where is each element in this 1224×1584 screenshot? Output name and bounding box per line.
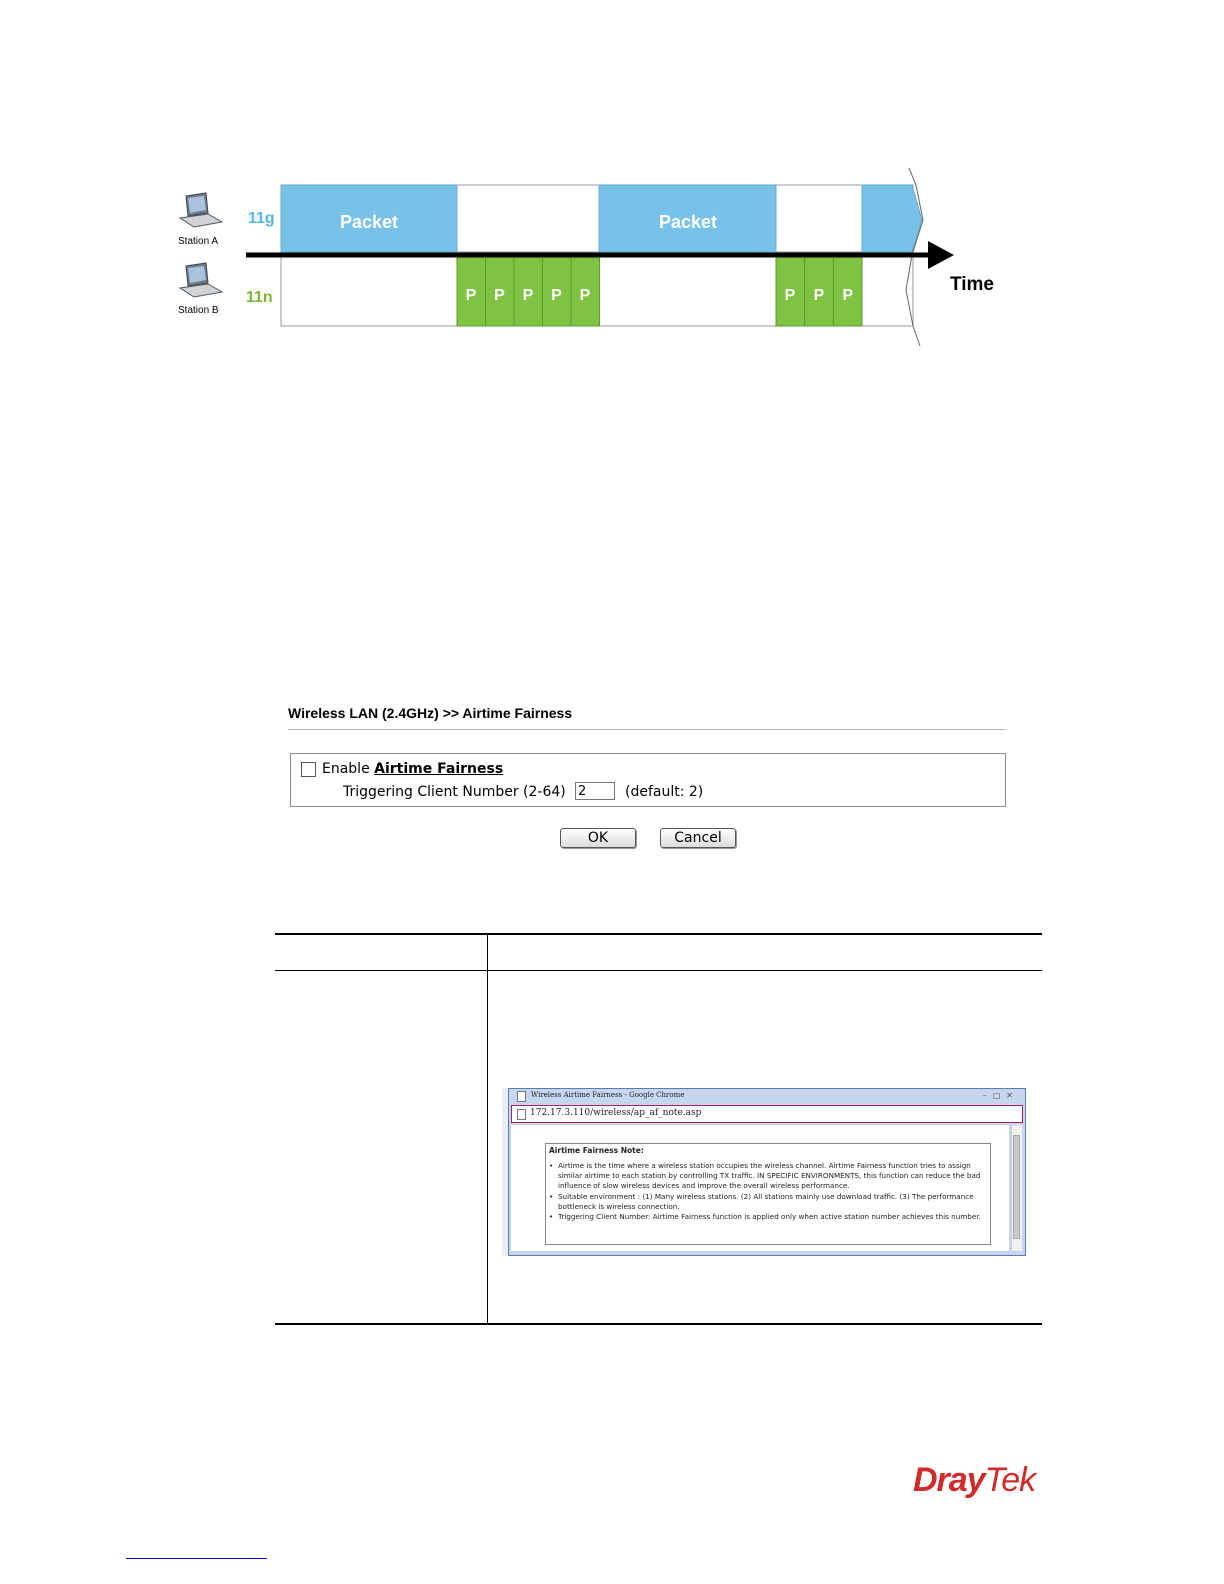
p-label: P (579, 287, 591, 304)
airtime-fairness-settings (290, 753, 1006, 807)
band-11n-label: 11n (246, 289, 273, 306)
time-label: Time (950, 274, 995, 295)
time-axis-arrowhead (928, 241, 954, 269)
address-url: 172.17.3.110/wireless/ap_af_note.asp (530, 1108, 702, 1118)
cancel-button[interactable]: Cancel (660, 828, 736, 848)
p-label: P (551, 287, 562, 304)
browser-titlebar (509, 1089, 1025, 1103)
p-label: P (522, 287, 534, 304)
draytek-logo: DrayTek (913, 1461, 1036, 1499)
table-header-rule (275, 970, 1042, 971)
packet-block-partial (862, 185, 922, 252)
page-icon (517, 1091, 526, 1102)
station-b-label: Station B (178, 305, 219, 316)
laptop-icon (180, 193, 222, 227)
p-label: P (494, 287, 505, 304)
note-box (545, 1143, 991, 1245)
window-controls[interactable]: –□✕ (982, 1091, 1019, 1100)
note-item: • Triggering Client Number: Airtime Fairness function is applied only when active station number achieves this number. (549, 1212, 985, 1222)
title-divider (288, 729, 1006, 730)
triggering-client-number-input[interactable]: 2 (575, 782, 615, 800)
browser-window-title: Wireless Airtime Fairness - Google Chrome (531, 1091, 685, 1099)
packet-label: Packet (658, 212, 718, 232)
triggering-client-number-label: Triggering Client Number (2-64) (343, 784, 566, 800)
scrollbar[interactable] (1011, 1125, 1022, 1251)
enable-airtime-fairness-checkbox[interactable] (301, 762, 316, 777)
scrollbar-thumb[interactable] (1013, 1135, 1020, 1239)
airtime-fairness-note-popup (502, 1088, 1026, 1256)
triggering-default-hint: (default: 2) (625, 784, 704, 800)
enable-label-prefix: Enable (322, 761, 370, 777)
table-top-rule (275, 933, 1042, 935)
p-label: P (813, 287, 825, 304)
band-11g-label: 11g (248, 210, 275, 227)
note-item: • Suitable environment : (1) Many wireless stations. (2) All stations mainly use download traffic. (3) The performance bottleneck is wireless connection. (549, 1192, 985, 1212)
page-title: Wireless LAN (2.4GHz) >> Airtime Fairness (288, 705, 573, 721)
p-label: P (465, 287, 477, 304)
note-title: Airtime Fairness Note: (549, 1146, 644, 1155)
ok-button[interactable]: OK (560, 828, 636, 848)
packet-label: Packet (339, 212, 399, 232)
p-label: P (784, 287, 796, 304)
page-icon (517, 1109, 526, 1120)
browser-window (508, 1088, 1026, 1256)
address-bar[interactable] (511, 1105, 1023, 1123)
enable-label (322, 761, 503, 777)
table-column-divider (487, 934, 488, 1324)
station-a-label: Station A (178, 236, 219, 247)
laptop-icon (180, 263, 222, 297)
footer-link-underline[interactable] (126, 1558, 267, 1559)
airtime-fairness-link[interactable]: Airtime Fairness (374, 761, 504, 777)
p-label: P (842, 287, 854, 304)
table-bottom-rule (275, 1323, 1042, 1325)
note-list (549, 1161, 985, 1222)
airtime-timing-diagram (0, 0, 1224, 360)
note-item: • Airtime is the time where a wireless station occupies the wireless channel. Airtime Fairness function tries to assign similar airtime to each station by controlling TX traffic. IN SPECIFIC ENVIRONMENTS, this function can reduce the bad influence of slow wireless devices and improve the overall wireless performance. (549, 1161, 985, 1192)
popup-content (511, 1125, 1009, 1251)
